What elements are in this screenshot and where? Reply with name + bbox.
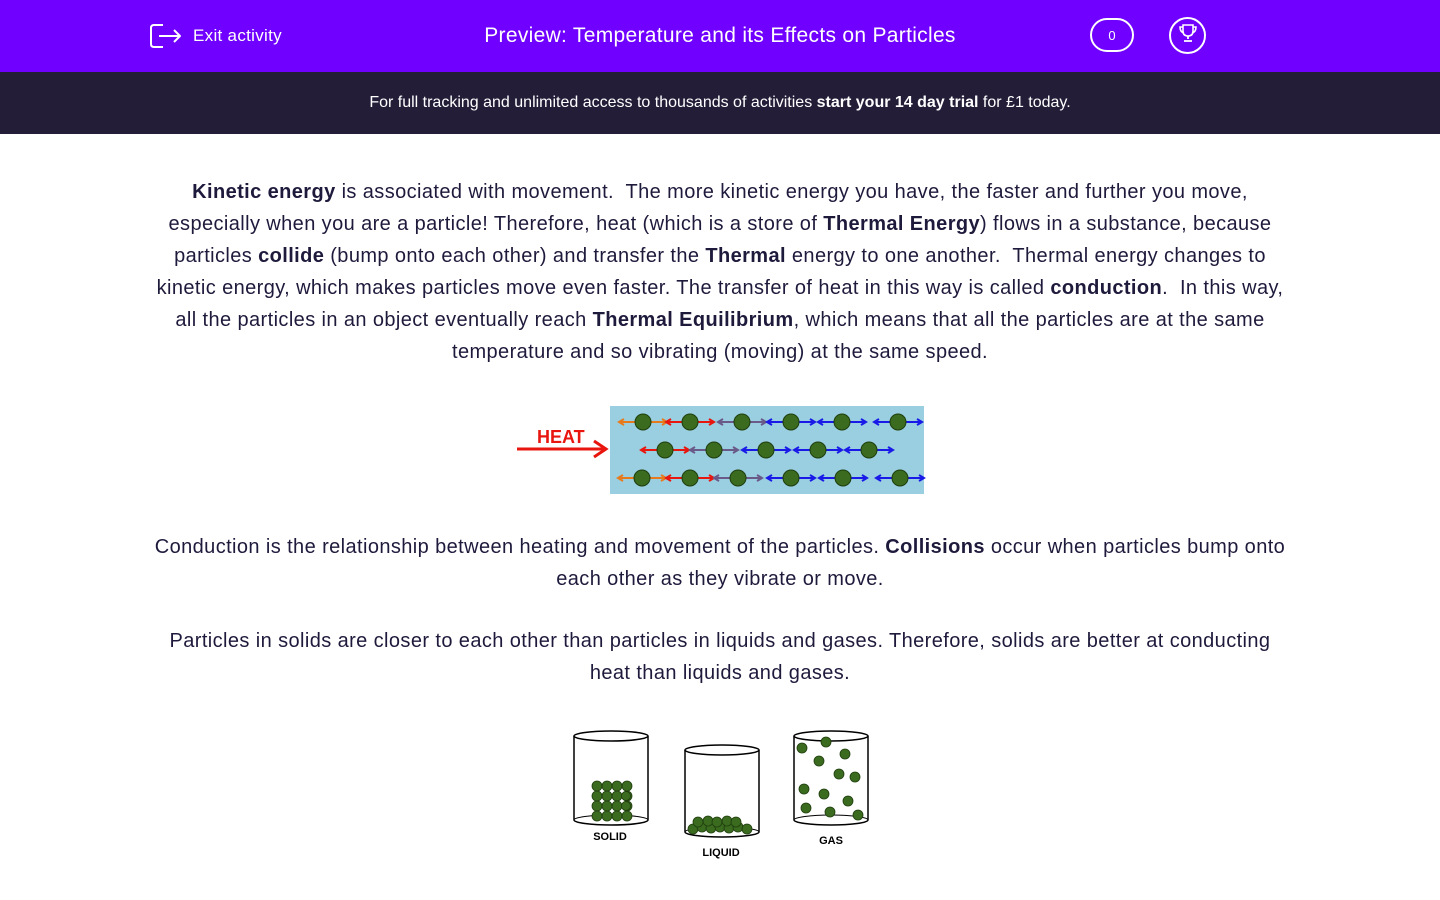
- particle: [602, 781, 612, 791]
- bold-term: Thermal Energy: [823, 213, 981, 235]
- bold-term: collide: [258, 245, 325, 267]
- text-run: is associated with movement. The more kinetic energy you have, the faster and further you move, especially when you are a particle! Therefore, heat (which is a store of: [168, 181, 1254, 235]
- bold-term: Thermal Equilibrium: [592, 309, 794, 331]
- trial-banner: [0, 72, 1440, 134]
- bold-term: Kinetic energy: [192, 181, 336, 203]
- particle: [612, 781, 622, 791]
- bold-term: Thermal: [705, 245, 786, 267]
- text-run: Conduction is the relationship between heating and movement of the particles.: [154, 536, 886, 558]
- particle: [835, 470, 851, 486]
- particle: [819, 789, 829, 799]
- particle: [612, 801, 622, 811]
- particle: [693, 817, 703, 827]
- particle: [682, 470, 698, 486]
- particle: [592, 801, 602, 811]
- particle: [821, 737, 831, 747]
- heat-conduction-diagram: [514, 404, 926, 501]
- particle: [703, 816, 713, 826]
- bold-term: conduction: [1050, 277, 1163, 299]
- particle: [843, 796, 853, 806]
- text-run: , which means that all the particles are at the same temperature and so vibrating (moving) at the same speed.: [451, 309, 1271, 363]
- particle: [622, 792, 631, 801]
- bold-term: Collisions: [885, 536, 985, 558]
- text-run: occur when particles bump onto each other as they vibrate or move.: [556, 536, 1292, 590]
- particle: [797, 743, 807, 753]
- particle: [861, 442, 877, 458]
- heat-label: HEAT: [537, 427, 585, 447]
- particle: [853, 810, 863, 820]
- particle: [758, 442, 774, 458]
- gas-beaker: [794, 731, 868, 825]
- particle: [783, 414, 799, 430]
- particle: [622, 802, 631, 811]
- particle: [799, 784, 809, 794]
- score-badge: 0: [1090, 18, 1134, 52]
- particle: [742, 824, 752, 834]
- particle: [602, 811, 612, 821]
- states-of-matter-diagram: [565, 724, 885, 869]
- text-run: Particles in solids are closer to each other than particles in liquids and gases. Therefore, solids are better at conducting heat than liquids and gases.: [169, 630, 1277, 684]
- particle: [592, 781, 602, 791]
- particle: [892, 470, 908, 486]
- particle: [731, 817, 741, 827]
- banner-text-before: For full tracking and unlimited access to thousands of activities: [369, 94, 817, 111]
- particle: [801, 803, 811, 813]
- text-run: ) flows in a substance, because particles: [174, 213, 1278, 267]
- exit-activity-label: Exit activity: [193, 26, 282, 45]
- lesson-content: [150, 176, 1290, 368]
- solid-label: SOLID: [593, 831, 627, 843]
- solid-beaker: [574, 731, 648, 825]
- particle: [592, 811, 602, 821]
- particle: [612, 791, 622, 801]
- trophy-button[interactable]: [1169, 17, 1206, 54]
- particle: [834, 414, 850, 430]
- particle: [634, 470, 650, 486]
- particle: [722, 816, 732, 826]
- particle: [783, 470, 799, 486]
- particle: [810, 442, 826, 458]
- particle: [602, 801, 612, 811]
- trophy-icon: [1177, 22, 1199, 49]
- particle: [834, 769, 844, 779]
- particle: [682, 414, 698, 430]
- top-bar: [0, 0, 1440, 72]
- paragraph-conduction: [150, 531, 1290, 595]
- paragraph-kinetic-energy: [150, 176, 1290, 368]
- liquid-beaker: [685, 745, 759, 837]
- particle: [602, 791, 612, 801]
- page-title: Preview: Temperature and its Effects on Particles: [484, 24, 956, 47]
- particle: [840, 749, 850, 759]
- particle: [635, 414, 651, 430]
- banner-text-after: for £1 today.: [978, 94, 1071, 111]
- particle: [706, 442, 722, 458]
- particle: [730, 470, 746, 486]
- particle: [657, 442, 673, 458]
- gas-label: GAS: [819, 835, 843, 847]
- particle: [734, 414, 750, 430]
- particle: [814, 756, 824, 766]
- particle: [890, 414, 906, 430]
- particle: [622, 811, 632, 821]
- particle: [825, 807, 835, 817]
- particle: [622, 781, 632, 791]
- particle: [712, 817, 722, 827]
- liquid-label: LIQUID: [702, 847, 740, 859]
- text-run: . In this way, all the particles in an object eventually reach: [175, 277, 1290, 331]
- text-run: energy to one another. Thermal energy changes to kinetic energy, which makes particles move even faster. The transfer of heat in this way is called: [156, 245, 1272, 299]
- particle: [592, 791, 602, 801]
- particle: [612, 811, 622, 821]
- start-trial-link[interactable]: start your 14 day trial: [816, 94, 979, 111]
- particle: [850, 772, 860, 782]
- text-run: (bump onto each other) and transfer the: [324, 245, 706, 267]
- paragraph-solids: [150, 625, 1290, 689]
